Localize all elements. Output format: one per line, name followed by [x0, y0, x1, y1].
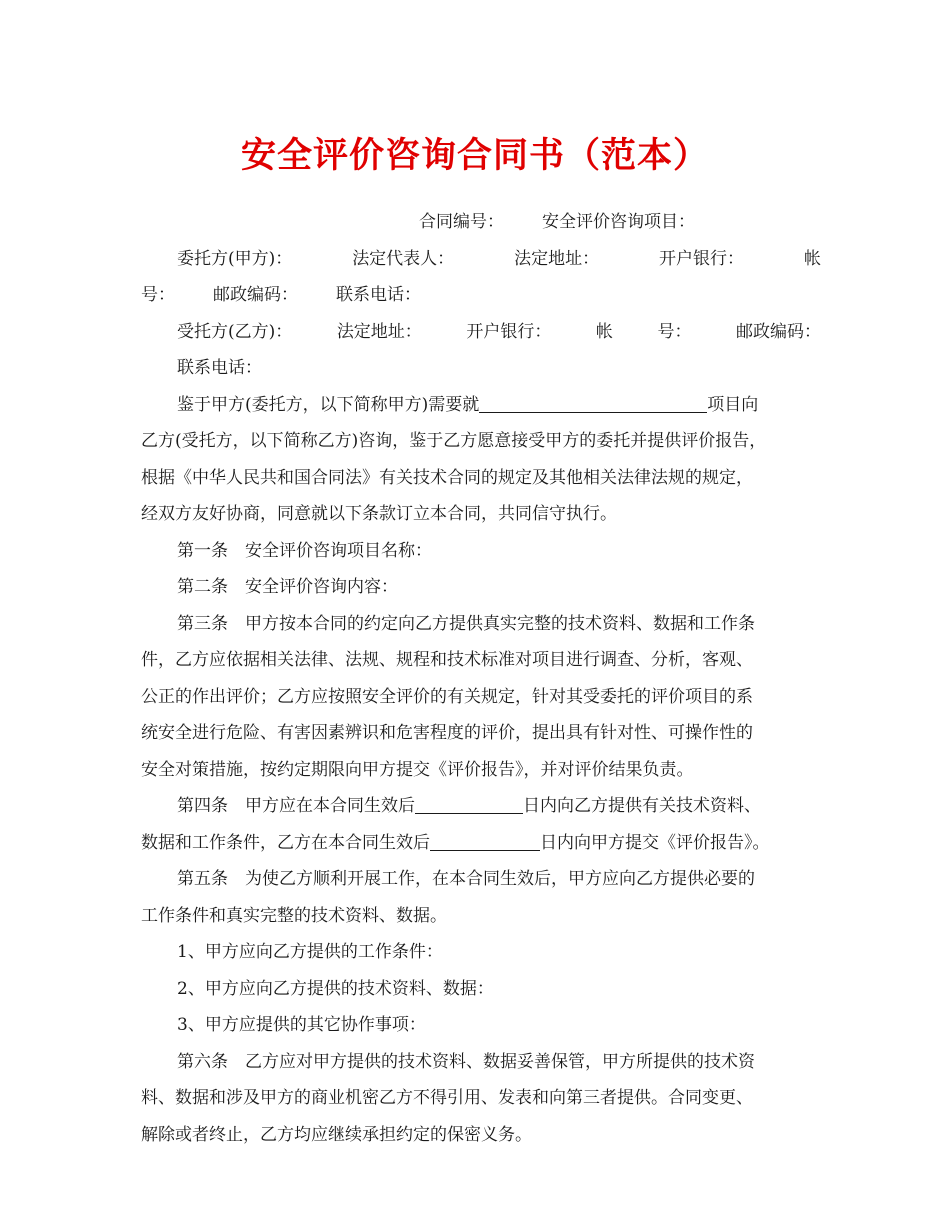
- party-a-bank-label: 开户银行：: [659, 248, 745, 269]
- article-5-item-2: 2、甲方应向乙方提供的技术资料、数据：: [177, 978, 494, 999]
- article-4-text: 第四条 甲方应在本合同生效后: [177, 796, 415, 816]
- client-label: 委托方(甲方)：: [177, 248, 293, 269]
- party-b-phone-label: 联系电话：: [177, 358, 262, 378]
- party-a-phone-label: 联系电话：: [336, 285, 421, 305]
- party-b-line-2: [141, 350, 821, 387]
- days-blank-1[interactable]: [415, 791, 523, 814]
- project-blank[interactable]: [479, 390, 707, 413]
- article-4-line-1: [141, 788, 821, 825]
- article-5-item-1: 1、甲方应向乙方提供的工作条件：: [177, 942, 443, 962]
- party-b-account-label-1: 帐: [595, 321, 613, 342]
- article-1: 第一条 安全评价咨询项目名称：: [177, 540, 432, 561]
- contractor-label: 受托方(乙方)：: [177, 321, 293, 342]
- contract-body: [141, 204, 821, 1153]
- article-3-line-3: 公正的作出评价；乙方应按照安全评价的有关规定，针对其受委托的评价项目的系: [141, 686, 753, 707]
- article-6-line-3: 解除或者终止，乙方均应继续承担约定的保密义务。: [141, 1124, 532, 1145]
- article-5-line-2: 工作条件和真实完整的技术资料、数据。: [141, 905, 447, 926]
- article-3-line-2: 件，乙方应依据相关法律、法规、规程和技术标准对项目进行调查、分析，客观、: [141, 650, 753, 670]
- article-6-line-2: 料、数据和涉及甲方的商业机密乙方不得引用、发表和向第三者提供。合同变更、: [141, 1088, 753, 1108]
- preamble-text: 项目向: [707, 394, 759, 415]
- article-3-line-1: 第三条 甲方按本合同的约定向乙方提供真实完整的技术资料、数据和工作条: [177, 613, 755, 634]
- article-5-line-1: 第五条 为使乙方顺利开展工作，在本合同生效后，甲方应向乙方提供必要的: [177, 869, 755, 889]
- party-a-postcode-label: 邮政编码：: [213, 285, 298, 305]
- party-b-line: [141, 314, 821, 351]
- article-3-line-4: 统安全进行危险、有害因素辨识和危害程度的评价，提出具有针对性、可操作性的: [141, 723, 753, 743]
- article-4-text: 日内向甲方提交《评价报告》。: [540, 832, 770, 853]
- article-4-text: 数据和工作条件，乙方在本合同生效后: [141, 832, 430, 853]
- party-b-address-label: 法定地址：: [336, 321, 422, 342]
- party-b-postcode-label: 邮政编码：: [736, 321, 821, 342]
- article-2: 第二条 安全评价咨询内容：: [177, 577, 398, 597]
- legal-rep-label: 法定代表人：: [352, 248, 455, 269]
- article-3-line-5: 安全对策措施，按约定期限向甲方提交《评价报告》，并对评价结果负责。: [141, 759, 694, 780]
- party-b-bank-label: 开户银行：: [466, 321, 552, 342]
- article-6-line-1: 第六条 乙方应对甲方提供的技术资料、数据妥善保管，甲方所提供的技术资: [177, 1051, 755, 1072]
- preamble-line-4: 经双方友好协商，同意就以下条款订立本合同，共同信守执行。: [141, 504, 617, 524]
- party-a-account-label-1: 帐: [803, 248, 821, 269]
- party-b-account-label-2: 号：: [657, 321, 692, 342]
- party-a-account-label-2: 号：: [141, 285, 175, 305]
- project-label: 安全评价咨询项目：: [542, 212, 695, 232]
- party-a-line: [141, 241, 821, 278]
- preamble-text: 鉴于甲方(委托方，以下简称甲方)需要就: [177, 394, 480, 415]
- preamble-line-1: [141, 387, 821, 424]
- party-a-line-2: [141, 277, 821, 314]
- article-5-item-3: 3、甲方应提供的其它协作事项：: [177, 1015, 426, 1035]
- preamble-line-2: 乙方(受托方，以下简称乙方)咨询，鉴于乙方愿意接受甲方的委托并提供评价报告，: [141, 431, 767, 451]
- article-4-line-2: [141, 825, 821, 862]
- contract-no-label: 合同编号：: [419, 212, 504, 232]
- days-blank-2[interactable]: [430, 828, 540, 851]
- document-title: 安全评价咨询合同书（范本）: [240, 136, 709, 176]
- party-a-address-label: 法定地址：: [514, 248, 600, 269]
- header-line: [141, 204, 821, 241]
- preamble-line-3: 根据《中华人民共和国合同法》有关技术合同的规定及其他相关法律法规的规定，: [141, 467, 753, 488]
- article-4-text: 日内向乙方提供有关技术资料、: [523, 796, 761, 816]
